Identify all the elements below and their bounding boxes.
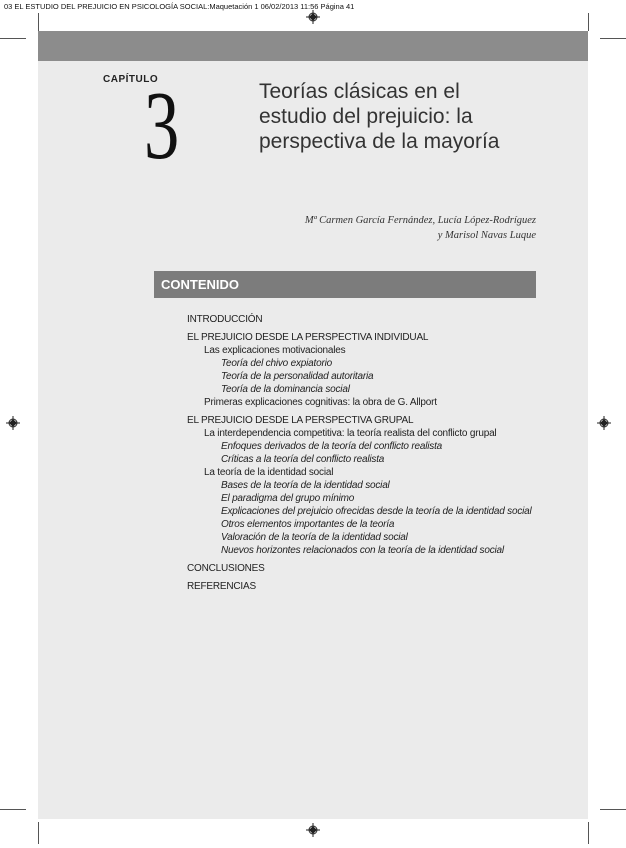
registration-mark-left bbox=[6, 416, 20, 430]
crop-mark-bottom-right-h bbox=[600, 809, 626, 810]
toc-entry: Otros elementos importantes de la teoría bbox=[221, 519, 395, 530]
chapter-number: 3 bbox=[144, 72, 180, 180]
toc-entry: Teoría de la personalidad autoritaria bbox=[221, 371, 374, 382]
crop-mark-bottom-left-h bbox=[0, 809, 26, 810]
chapter-authors bbox=[305, 213, 536, 243]
toc-entry: CONCLUSIONES bbox=[187, 563, 265, 574]
registration-mark-top bbox=[306, 10, 320, 24]
book-page bbox=[38, 31, 588, 819]
authors-line: y Marisol Navas Luque bbox=[437, 230, 536, 241]
crop-mark-top-left-h bbox=[0, 38, 26, 39]
registration-mark-right bbox=[597, 416, 611, 430]
toc-entry: Teoría del chivo expiatorio bbox=[221, 358, 332, 369]
crop-mark-top-right-v bbox=[588, 13, 589, 31]
table-of-contents bbox=[187, 313, 533, 593]
toc-entry: EL PREJUICIO DESDE LA PERSPECTIVA INDIVIDUAL bbox=[187, 332, 429, 343]
toc-entry: Valoración de la teoría de la identidad social bbox=[221, 532, 408, 543]
toc-entry: Bases de la teoría de la identidad social bbox=[221, 480, 390, 491]
toc-entry: EL PREJUICIO DESDE LA PERSPECTIVA GRUPAL bbox=[187, 415, 414, 426]
toc-entry: Teoría de la dominancia social bbox=[221, 384, 350, 395]
chapter-title bbox=[259, 79, 559, 154]
toc-entry: Explicaciones del prejuicio ofrecidas desde la teoría de la identidad social bbox=[221, 506, 532, 517]
contents-heading: CONTENIDO bbox=[154, 271, 536, 298]
chapter-title-line: Teorías clásicas en el bbox=[259, 80, 460, 103]
authors-line: Mª Carmen García Fernández, Lucía López-Rodríguez bbox=[304, 215, 536, 226]
toc-entry: El paradigma del grupo mínimo bbox=[221, 493, 355, 504]
toc-entry: REFERENCIAS bbox=[187, 581, 256, 592]
crop-mark-bottom-right-v bbox=[588, 822, 589, 844]
crop-mark-bottom-left-v bbox=[38, 822, 39, 844]
toc-entry: Críticas a la teoría del conflicto realista bbox=[221, 454, 385, 465]
toc-entry: Las explicaciones motivacionales bbox=[204, 345, 346, 356]
chapter-title-line: estudio del prejuicio: la bbox=[259, 105, 473, 128]
print-slug: 03 EL ESTUDIO DEL PREJUICIO EN PSICOLOGÍA SOCIAL:Maquetación 1 06/02/2013 11:56 Página 41 bbox=[4, 2, 355, 11]
crop-mark-top-left-v bbox=[38, 13, 39, 31]
header-band bbox=[38, 31, 588, 61]
toc-entry: La interdependencia competitiva: la teoría realista del conflicto grupal bbox=[204, 428, 497, 439]
registration-mark-bottom bbox=[306, 823, 320, 837]
toc-entry: La teoría de la identidad social bbox=[204, 467, 334, 478]
chapter-label: CAPÍTULO bbox=[103, 74, 159, 85]
toc-entry: Primeras explicaciones cognitivas: la obra de G. Allport bbox=[204, 397, 437, 408]
toc-entry: Enfoques derivados de la teoría del conflicto realista bbox=[221, 441, 443, 452]
crop-mark-top-right-h bbox=[600, 38, 626, 39]
toc-entry: Nuevos horizontes relacionados con la teoría de la identidad social bbox=[221, 545, 504, 556]
toc-entry: INTRODUCCIÓN bbox=[187, 314, 263, 325]
chapter-title-line: perspectiva de la mayoría bbox=[259, 130, 500, 153]
